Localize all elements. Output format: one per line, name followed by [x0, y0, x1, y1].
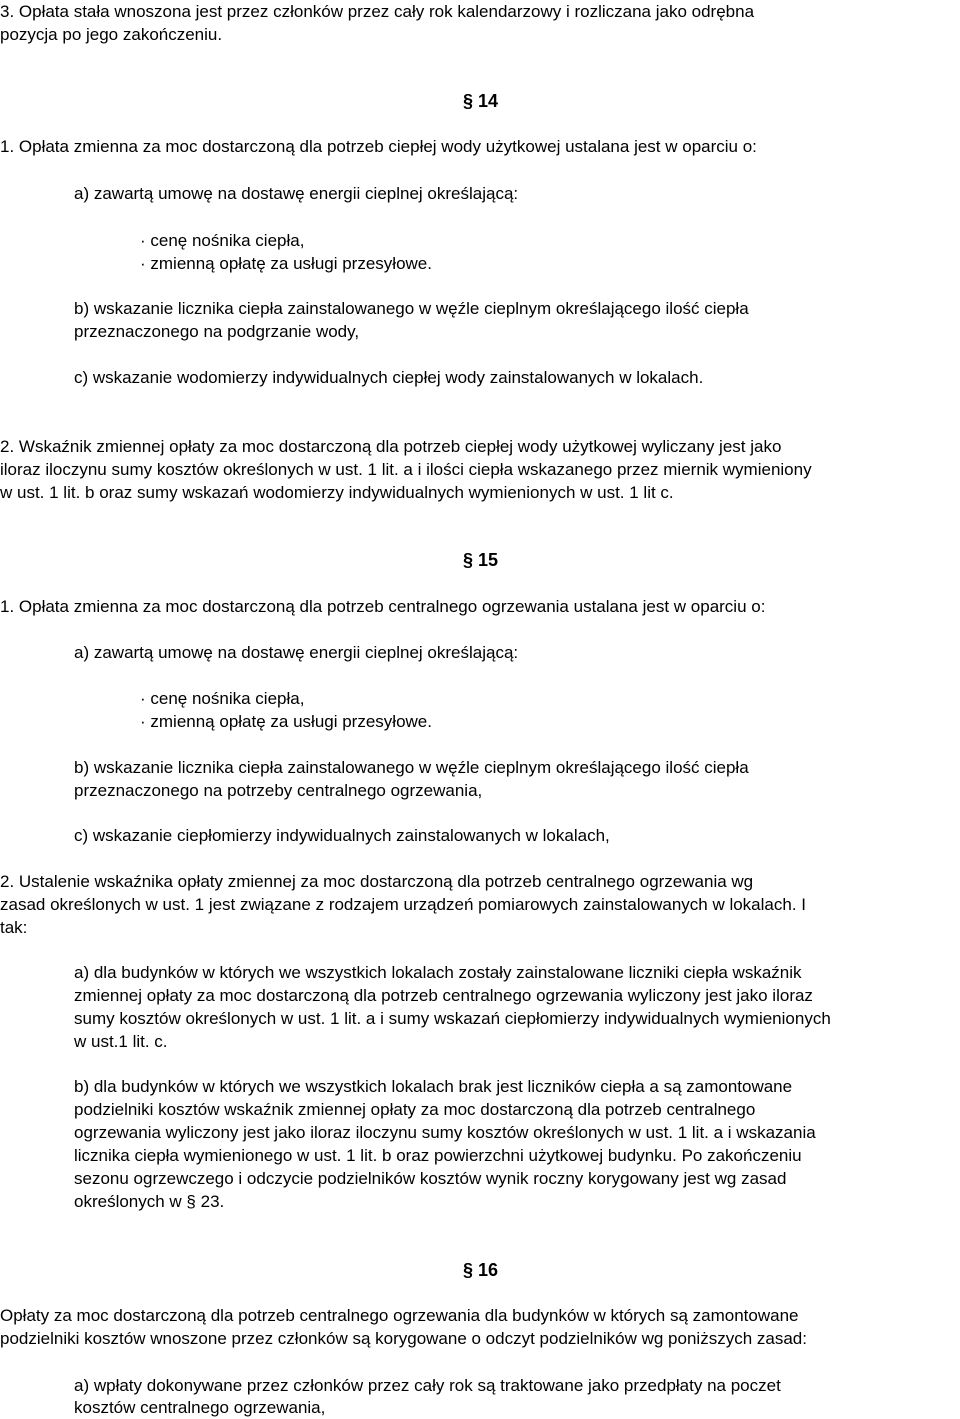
s14-item-b-line-1: b) wskazanie licznika ciepła zainstalowanego w węźle cieplnym określającego ilość ciepła — [74, 299, 749, 318]
s14-item-b-line-2: przeznaczonego na podgrzanie wody, — [74, 322, 360, 341]
s15-paragraph-2-line-2: zasad określonych w ust. 1 jest związane z rodzajem urządzeń pomiarowych zainstalowanych w lokalach. I — [0, 895, 806, 914]
s16-item-a-line-1: a) wpłaty dokonywane przez członków przez cały rok są traktowane jako przedpłaty na poczet — [74, 1376, 781, 1395]
s15-paragraph-1: 1. Opłata zmienna za moc dostarczoną dla potrzeb centralnego ogrzewania ustalana jest w oparciu o: — [0, 597, 766, 616]
s15-item-2b-line-3: ogrzewania wyliczony jest jako iloraz iloczynu sumy kosztów określonych w ust. 1 lit. a i wskazania — [74, 1123, 816, 1142]
s15-item-2b-line-2: podzielniki kosztów wskaźnik zmiennej opłaty za moc dostarczoną dla potrzeb centralnego — [74, 1100, 756, 1119]
s14-paragraph-2-line-3: w ust. 1 lit. b oraz sumy wskazań wodomierzy indywidualnych wymienionych w ust. 1 lit c. — [0, 483, 674, 502]
s15-item-a: a) zawartą umowę na dostawę energii cieplnej określającą: — [74, 643, 519, 662]
s15-item-b-line-2: przeznaczonego na potrzeby centralnego ogrzewania, — [74, 781, 483, 800]
s16-item-a-line-2: kosztów centralnego ogrzewania, — [74, 1398, 326, 1417]
s15-item-b-line-1: b) wskazanie licznika ciepła zainstalowanego w węźle cieplnym określającego ilość ciepła — [74, 758, 749, 777]
s15-item-2b-line-5: sezonu ogrzewczego i odczycie podzielników kosztów wynik roczny korygowany jest wg zasad — [74, 1169, 787, 1188]
s14-paragraph-1: 1. Opłata zmienna za moc dostarczoną dla potrzeb ciepłej wody użytkowej ustalana jest w oparciu o: — [0, 137, 757, 156]
s14-paragraph-2-line-1: 2. Wskaźnik zmiennej opłaty za moc dostarczoną dla potrzeb ciepłej wody użytkowej wyliczany jest jako — [0, 437, 782, 456]
s15-item-2b-line-1: b) dla budynków w których we wszystkich lokalach brak jest liczników ciepła a są zamontowane — [74, 1077, 793, 1096]
s14-bullet-2: · zmienną opłatę za usługi przesyłowe. — [140, 254, 432, 273]
s15-bullet-1: · cenę nośnika ciepła, — [140, 689, 305, 708]
s14-item-c: c) wskazanie wodomierzy indywidualnych ciepłej wody zainstalowanych w lokalach. — [74, 368, 704, 387]
s15-item-2a-line-3: sumy kosztów określonych w ust. 1 lit. a i sumy wskazań ciepłomierzy indywidualnych wymienionych — [74, 1009, 831, 1028]
section-heading-14: § 14 — [463, 91, 499, 111]
s15-item-c: c) wskazanie ciepłomierzy indywidualnych zainstalowanych w lokalach, — [74, 826, 610, 845]
paragraph-3-line-2: pozycja po jego zakończeniu. — [0, 25, 223, 44]
s15-paragraph-2-line-1: 2. Ustalenie wskaźnika opłaty zmiennej za moc dostarczoną dla potrzeb centralnego ogrzewania wg — [0, 872, 754, 891]
s15-paragraph-2-line-3: tak: — [0, 918, 28, 937]
s15-item-2a-line-2: zmiennej opłaty za moc dostarczoną dla potrzeb centralnego ogrzewania wyliczony jest jako iloraz — [74, 986, 813, 1005]
s16-intro-line-2: podzielniki kosztów wnoszone przez członków są korygowane o odczyt podzielników wg poniższych zasad: — [0, 1329, 807, 1348]
s14-bullet-1: · cenę nośnika ciepła, — [140, 231, 305, 250]
s14-item-a: a) zawartą umowę na dostawę energii cieplnej określającą: — [74, 184, 519, 203]
s14-paragraph-2-line-2: iloraz iloczynu sumy kosztów określonych w ust. 1 lit. a i ilości ciepła wskazanego przez miernik wymieniony — [0, 460, 812, 479]
s15-bullet-2: · zmienną opłatę za usługi przesyłowe. — [140, 712, 432, 731]
paragraph-3-line-1: 3. Opłata stała wnoszona jest przez członków przez cały rok kalendarzowy i rozliczana jako odrębna — [0, 2, 755, 21]
s16-intro-line-1: Opłaty za moc dostarczoną dla potrzeb centralnego ogrzewania dla budynków w których są zamontowane — [0, 1306, 799, 1325]
s15-item-2b-line-6: określonych w § 23. — [74, 1192, 225, 1211]
s15-item-2a-line-4: w ust.1 lit. c. — [74, 1032, 168, 1051]
s15-item-2b-line-4: licznika ciepła wymienionego w ust. 1 lit. b oraz powierzchni użytkowej budynku. Po zakończeniu — [74, 1146, 802, 1165]
section-heading-16: § 16 — [463, 1260, 499, 1280]
section-heading-15: § 15 — [463, 550, 499, 570]
s15-item-2a-line-1: a) dla budynków w których we wszystkich lokalach zostały zainstalowane liczniki ciepła wskaźnik — [74, 963, 802, 982]
